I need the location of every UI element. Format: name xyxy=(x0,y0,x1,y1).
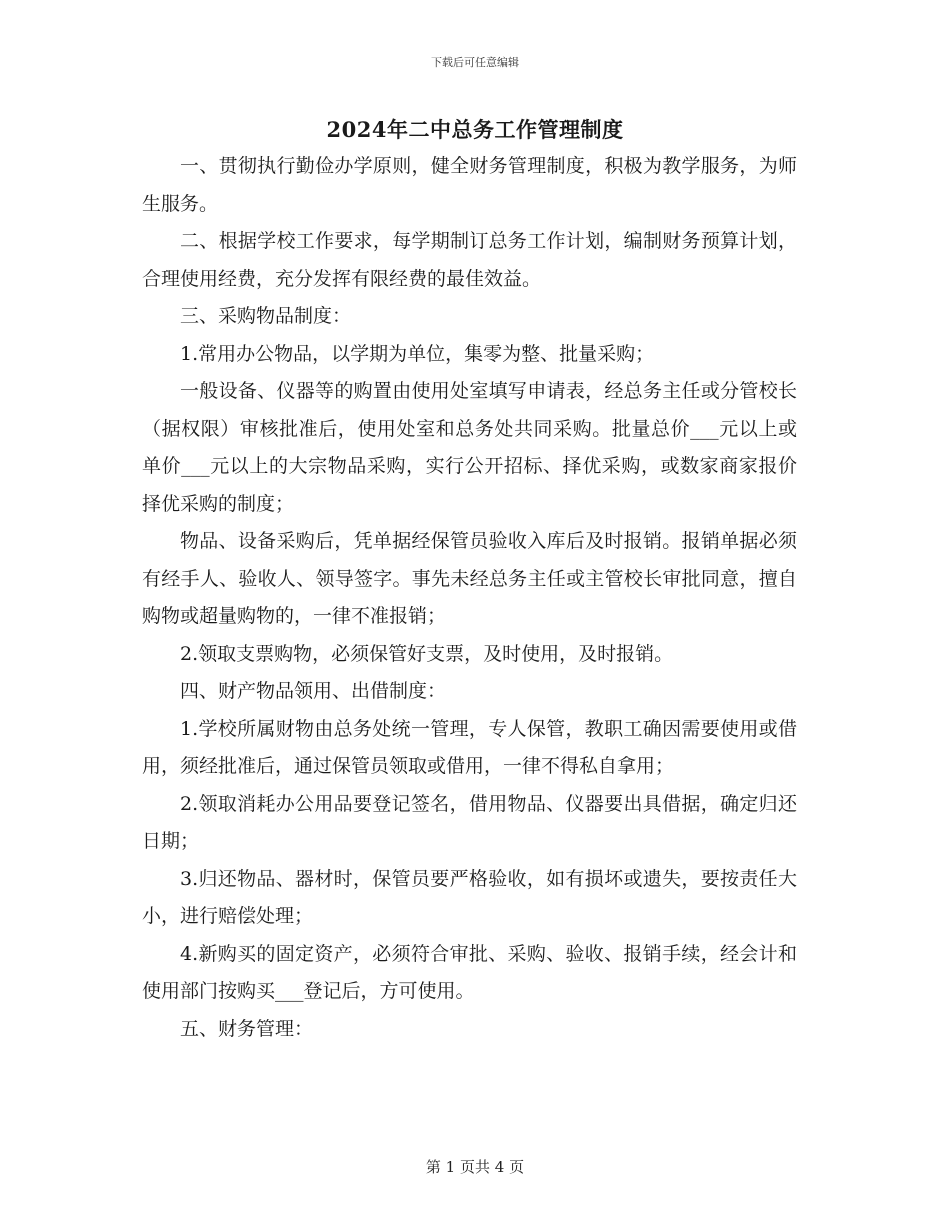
paragraph: 物品、设备采购后，凭单据经保管员验收入库后及时报销。报销单据必须有经手人、验收人、领导签字。事先未经总务主任或主管校长审批同意，擅自购物或超量购物的，一律不准报销； xyxy=(142,530,797,627)
paragraph: 1.学校所属财物由总务处统一管理，专人保管，教职工确因需要使用或借用，须经批准后，通过保管员领取或借用，一律不得私自拿用； xyxy=(142,717,797,777)
section-heading: 四、财产物品领用、出借制度： xyxy=(180,680,447,702)
paragraph: 4.新购买的固定资产，必须符合审批、采购、验收、报销手续，经会计和使用部门按购买___登记后，方可使用。 xyxy=(142,942,797,1002)
paragraph: 一、贯彻执行勤俭办学原则，健全财务管理制度，积极为教学服务，为师生服务。 xyxy=(142,155,797,215)
section-heading: 三、采购物品制度： xyxy=(180,305,352,327)
page-footer: 第 1 页共 4 页 xyxy=(425,1158,525,1176)
document-body xyxy=(142,148,797,1048)
paragraph: 1.常用办公物品，以学期为单位，集零为整、批量采购； xyxy=(180,342,655,365)
paragraph: 二、根据学校工作要求，每学期制订总务工作计划，编制财务预算计划，合理使用经费，充分发挥有限经费的最佳效益。 xyxy=(142,230,797,290)
document-title: 2024年二中总务工作管理制度 xyxy=(326,117,624,142)
paragraph: 2.领取支票购物，必须保管好支票，及时使用，及时报销。 xyxy=(180,642,674,665)
paragraph: 3.归还物品、器材时，保管员要严格验收，如有损坏或遗失，要按责任大小，进行赔偿处理； xyxy=(142,867,797,927)
paragraph: 一般设备、仪器等的购置由使用处室填写申请表，经总务主任或分管校长（据权限）审核批准后，使用处室和总务处共同采购。批量总价___元以上或单价___元以上的大宗物品采购，实行公开招标、择优采购，或数家商家报价择优采购的制度； xyxy=(142,380,797,515)
page-header: 下载后可任意编辑 xyxy=(431,56,519,69)
section-heading: 五、财务管理： xyxy=(180,1017,314,1040)
paragraph: 2.领取消耗办公用品要登记签名，借用物品、仪器要出具借据，确定归还日期； xyxy=(142,792,797,852)
